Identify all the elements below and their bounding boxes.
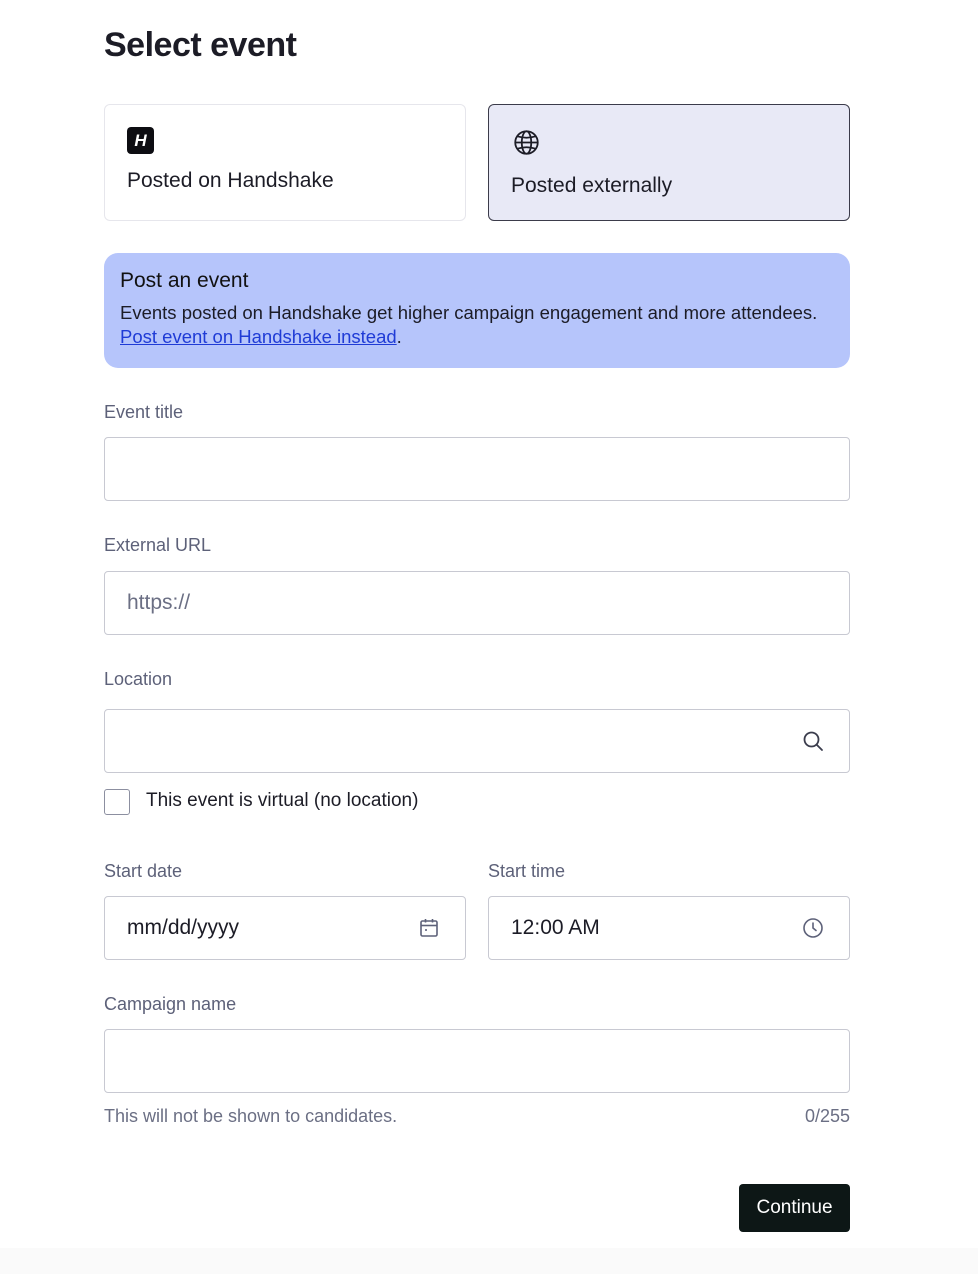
start-date-label: Start date — [104, 861, 183, 881]
option-label: Posted on Handshake — [127, 169, 334, 192]
banner-text: Events posted on Handshake get higher campaign engagement and more attendees. — [120, 302, 818, 323]
clock-icon[interactable] — [801, 916, 825, 940]
start-date-input[interactable] — [104, 896, 466, 960]
virtual-event-label[interactable]: This event is virtual (no location) — [146, 790, 419, 811]
option-posted-on-handshake[interactable] — [104, 104, 466, 221]
post-on-handshake-link[interactable]: Post event on Handshake instead — [120, 326, 397, 347]
banner-body — [120, 301, 834, 349]
search-icon[interactable] — [801, 729, 825, 753]
external-url-label: External URL — [104, 535, 212, 555]
location-input[interactable] — [104, 709, 850, 773]
banner-title: Post an event — [120, 269, 249, 292]
start-time-label: Start time — [488, 861, 566, 881]
event-title-label: Event title — [104, 402, 184, 422]
virtual-event-checkbox[interactable] — [104, 789, 130, 815]
calendar-icon[interactable] — [417, 916, 441, 940]
page-footer — [0, 1248, 978, 1274]
event-title-input[interactable] — [104, 437, 850, 501]
option-label: Posted externally — [511, 174, 673, 197]
start-date-placeholder: mm/dd/yyyy — [127, 916, 240, 939]
campaign-name-label: Campaign name — [104, 994, 237, 1014]
external-url-placeholder: https:// — [127, 591, 191, 614]
option-posted-externally[interactable] — [488, 104, 850, 221]
handshake-logo-icon: H — [127, 127, 154, 154]
campaign-name-input[interactable] — [104, 1029, 850, 1093]
start-time-input[interactable] — [488, 896, 850, 960]
campaign-name-counter: 0/255 — [804, 1106, 850, 1126]
banner-suffix: . — [396, 326, 402, 347]
external-url-input[interactable] — [104, 571, 850, 635]
info-banner — [104, 253, 850, 368]
globe-icon — [513, 129, 540, 156]
location-label: Location — [104, 669, 173, 689]
page-title: Select event — [104, 26, 297, 64]
campaign-name-helper: This will not be shown to candidates. — [104, 1106, 398, 1126]
start-time-value: 12:00 AM — [511, 916, 600, 939]
continue-button[interactable]: Continue — [739, 1184, 850, 1232]
